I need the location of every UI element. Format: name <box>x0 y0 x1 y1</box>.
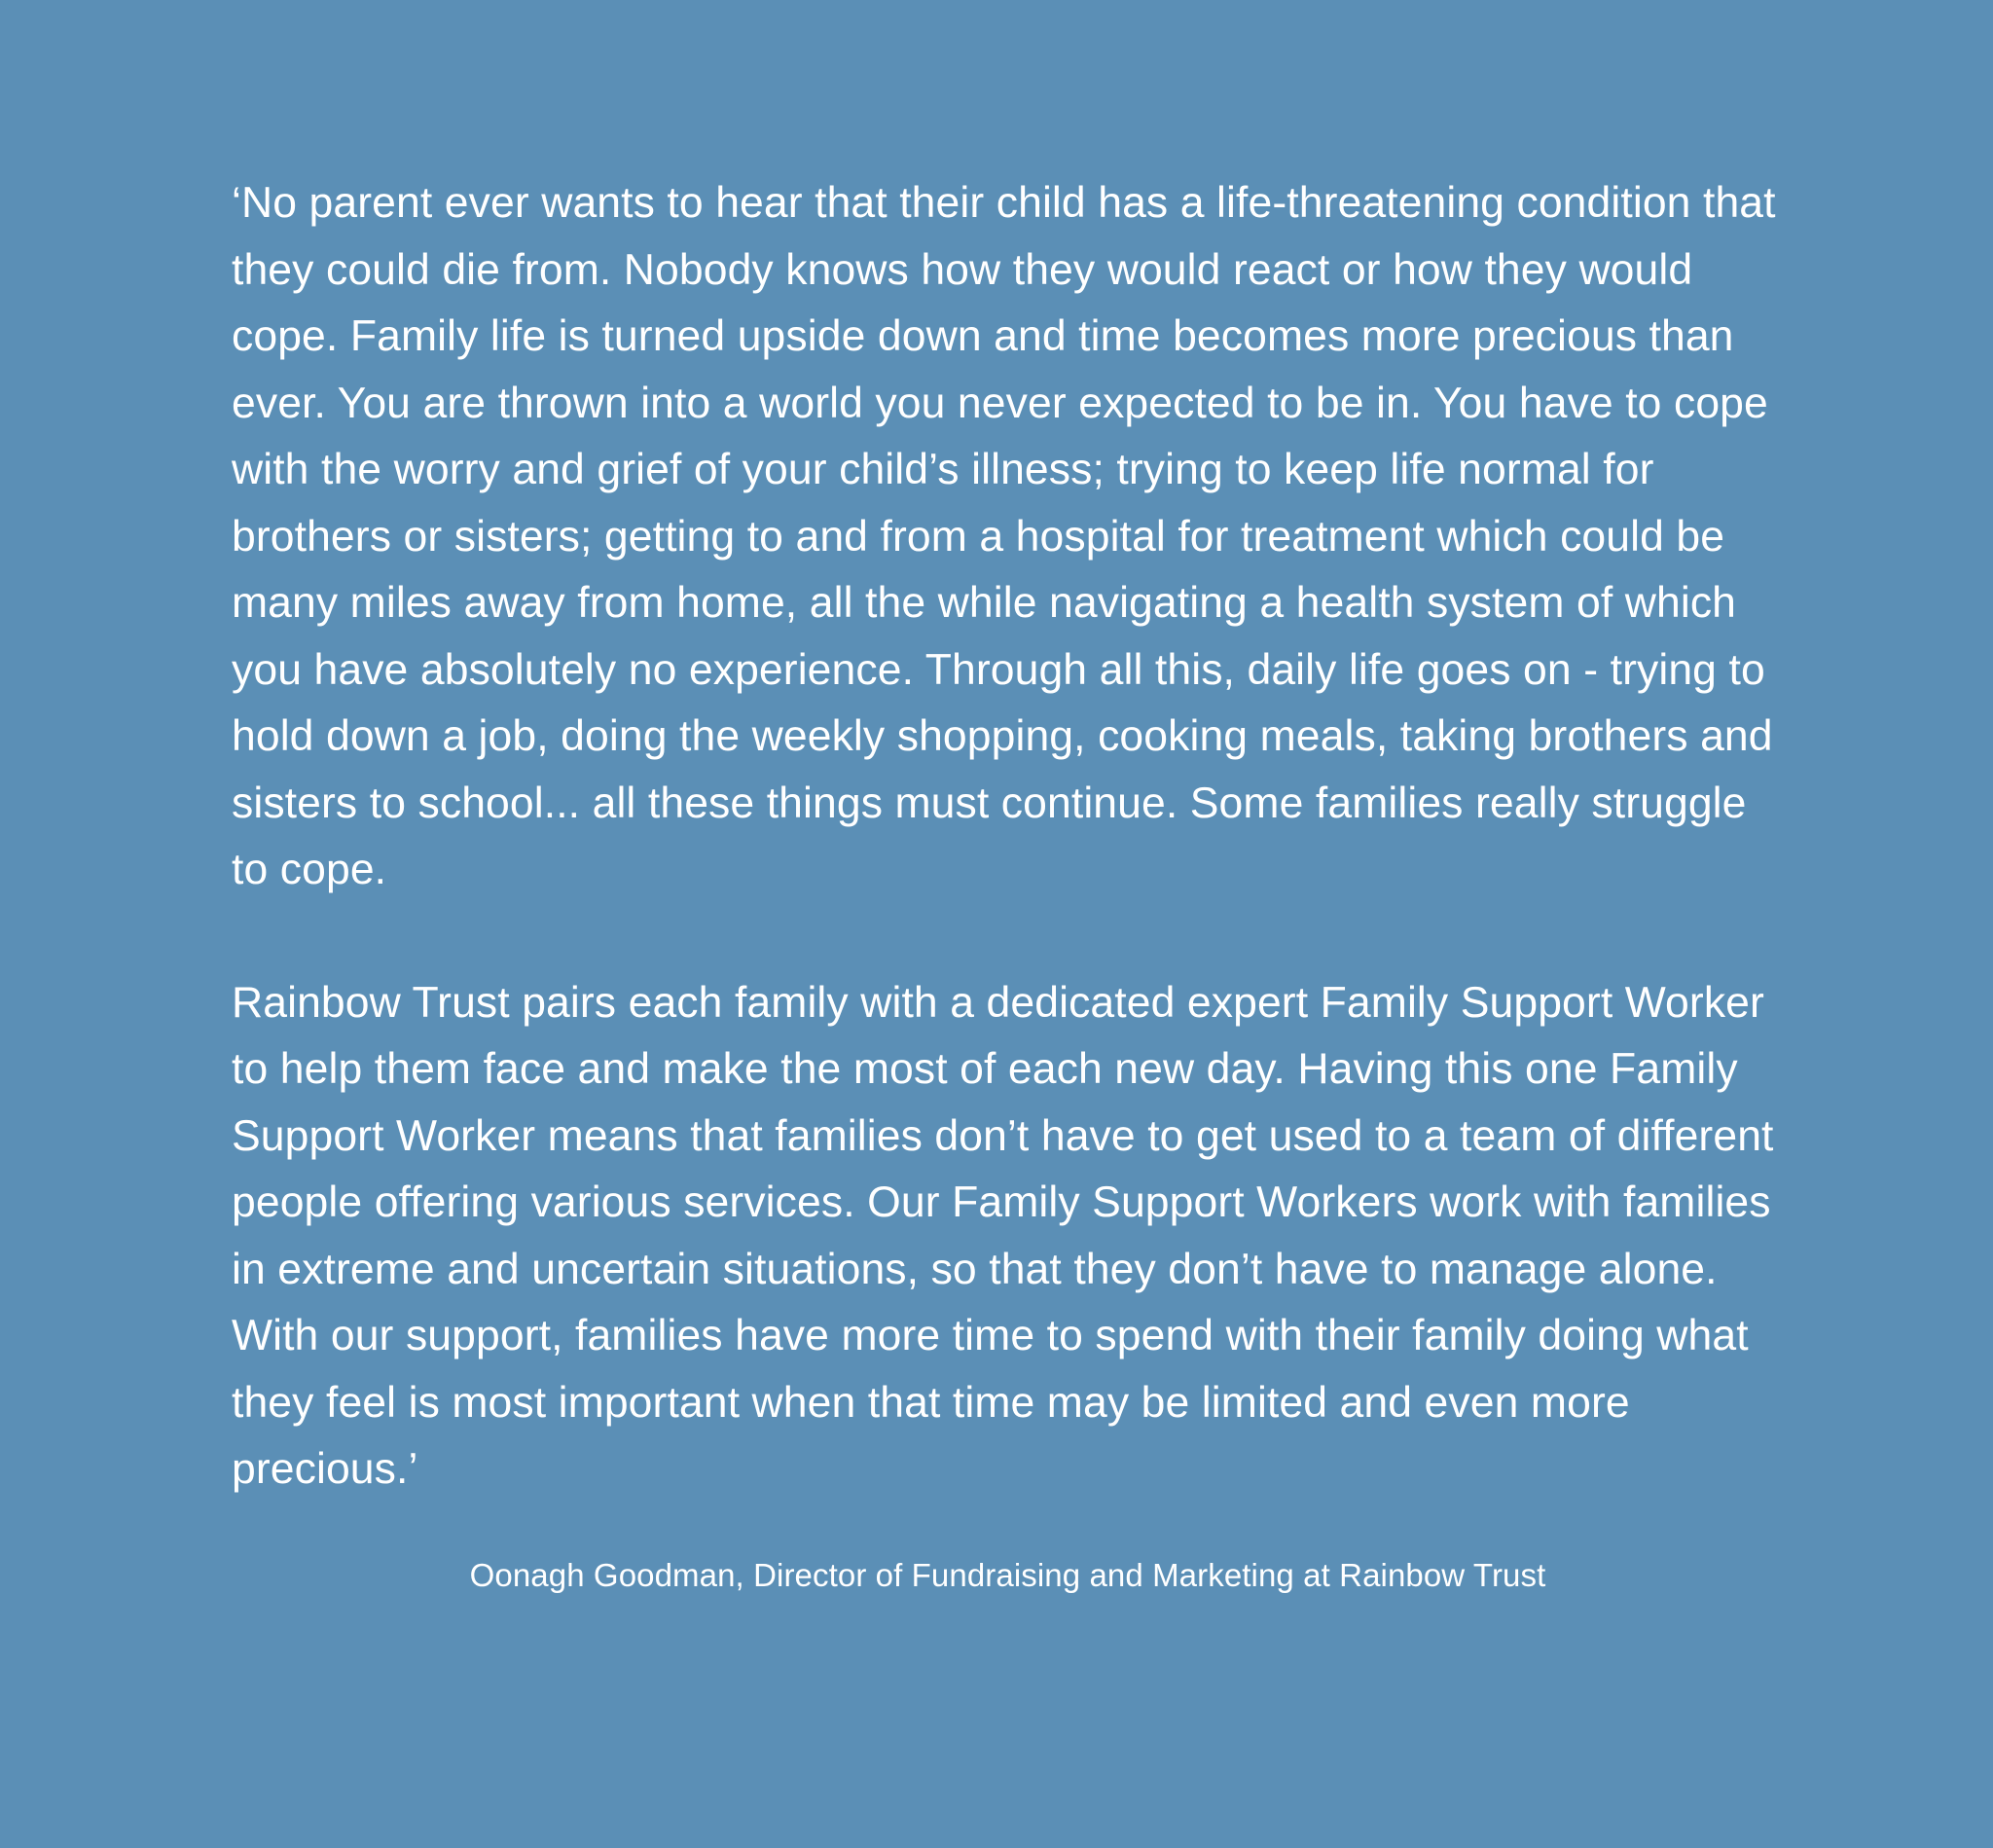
quote-attribution: Oonagh Goodman, Director of Fundraising and Marketing at Rainbow Trust <box>469 1556 1546 1593</box>
quote-paragraph-1: ‘No parent ever wants to hear that their child has a life-threatening condition that they could die from. Nobody knows how they would react or how they would cope. Family life is turned upside down and time becomes more precious than ever. You are thrown into a world you never expected to be in. You have to cope with the worry and grief of your child’s illness; trying to keep life normal for brothers or sisters; getting to and from a hospital for treatment which could be many miles away from home, all the while navigating a health system of which you have absolutely no experience. Through all this, daily life goes on - trying to hold down a job, doing the weekly shopping, cooking meals, taking brothers and sisters to school... all these things must continue. Some families really struggle to cope. <box>232 179 1776 893</box>
quote-paragraph-2: Rainbow Trust pairs each family with a dedicated expert Family Support Worker to help them face and make the most of each new day. Having this one Family Support Worker means that families don’t have to get used to a team of different people offering various services. Our Family Support Workers work with families in extreme and uncertain situations, so that they don’t have to manage alone. With our support, families have more time to spend with their family doing what they feel is most important when that time may be limited and even more precious.’ <box>232 978 1774 1493</box>
quote-body <box>232 170 1794 1504</box>
